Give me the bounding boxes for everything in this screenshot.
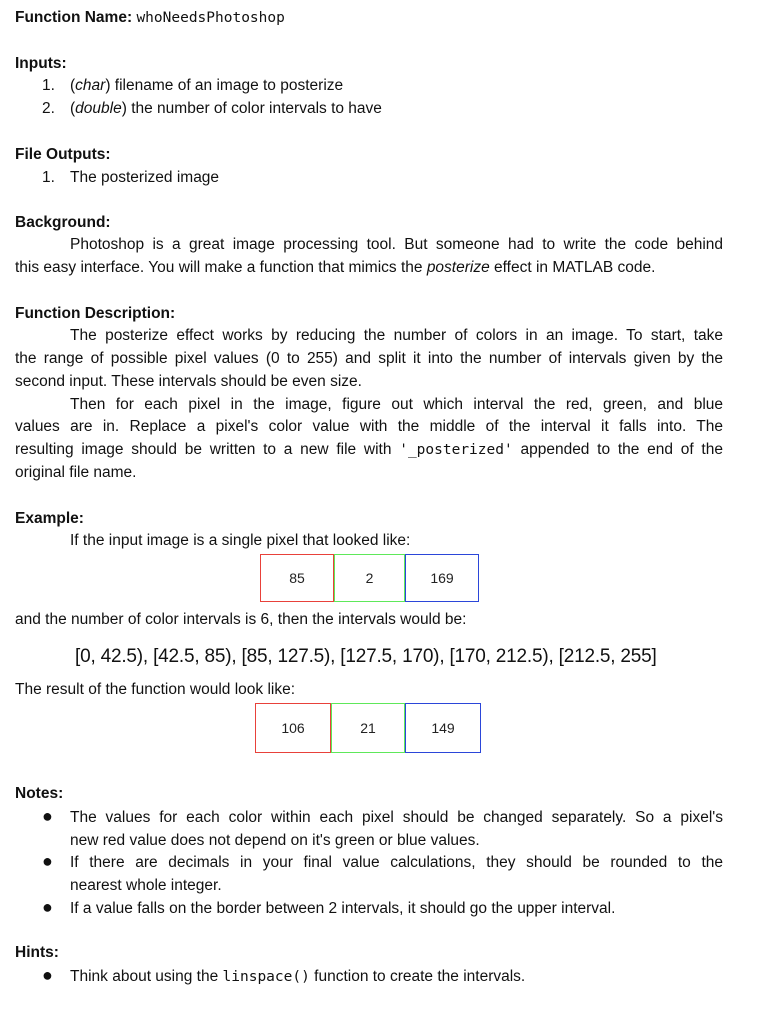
list-number: 1. xyxy=(42,169,55,186)
function-name-label: Function Name: xyxy=(15,9,133,26)
input-description: the number of color intervals to have xyxy=(126,100,382,117)
example-intro: If the input image is a single pixel that looked like: xyxy=(70,532,411,549)
bullet-icon: ● xyxy=(42,806,53,826)
output-pixel-green: 21 xyxy=(331,703,405,753)
bullet-icon: ● xyxy=(42,965,53,985)
output-pixel-blue: 149 xyxy=(405,703,481,753)
input-pixel xyxy=(260,554,479,602)
inputs-item-2 xyxy=(15,99,723,119)
output-pixel-red: 106 xyxy=(255,703,331,753)
example-heading: Example: xyxy=(15,510,84,527)
hint-text-part: Think about using the xyxy=(70,968,223,985)
inputs-item-1 xyxy=(15,76,723,96)
input-description: filename of an image to posterize xyxy=(110,77,344,94)
background-heading: Background: xyxy=(15,214,111,231)
description-p2-line-1: Then for each pixel in the image, figure out which interval the red, green, and blue xyxy=(70,396,723,413)
description-p1-line-3: second input. These intervals should be even size. xyxy=(15,373,362,390)
inputs-heading: Inputs: xyxy=(15,55,67,72)
description-p1-line-1: The posterize effect works by reducing the number of colors in an image. To start, take xyxy=(70,327,723,344)
note-text xyxy=(70,806,723,852)
linspace-code: linspace() xyxy=(222,969,310,985)
function-name-line xyxy=(15,8,285,28)
note-line: new red value does not depend on it's green or blue values. xyxy=(70,832,480,849)
hint-text-part: function to create the intervals. xyxy=(309,968,526,985)
hint-text xyxy=(70,965,723,989)
background-italic: posterize xyxy=(426,259,490,276)
input-type: char xyxy=(75,77,106,94)
list-item-text: (double) the number of color intervals to have xyxy=(70,100,382,117)
description-p2-line-3 xyxy=(15,440,723,460)
description-text: resulting image should be written to a new file with xyxy=(15,441,400,458)
function-name-value: whoNeedsPhotoshop xyxy=(136,10,285,26)
file-outputs-heading: File Outputs: xyxy=(15,146,111,163)
description-p2-line-4: original file name. xyxy=(15,464,137,481)
note-line: The values for each color within each pixel should be changed separately. So a pixel's xyxy=(70,809,723,826)
background-text: this easy interface. You will make a function that mimics the xyxy=(15,259,427,276)
description-text: appended to the end of the xyxy=(512,441,723,458)
background-line-2 xyxy=(15,258,655,278)
list-number: 1. xyxy=(42,77,55,94)
description-p1-line-2: the range of possible pixel values (0 to 255) and split it into the number of intervals given by the xyxy=(15,350,723,367)
background-line-1: Photoshop is a great image processing tool. But someone had to write the code behind xyxy=(70,236,723,253)
hints-heading: Hints: xyxy=(15,944,59,961)
input-type: double xyxy=(75,100,122,117)
list-item-text: (char) filename of an image to posterize xyxy=(70,77,344,94)
list-item-text: The posterized image xyxy=(70,169,220,186)
note-line: If a value falls on the border between 2 intervals, it should go the upper interval. xyxy=(70,900,616,917)
note-text xyxy=(70,897,723,920)
input-pixel-blue: 169 xyxy=(405,554,479,602)
note-line: nearest whole integer. xyxy=(70,877,222,894)
input-pixel-red: 85 xyxy=(260,554,334,602)
note-text xyxy=(70,851,723,897)
input-pixel-green: 2 xyxy=(334,554,405,602)
hint-line xyxy=(70,965,723,989)
intervals-list: [0, 42.5), [42.5, 85), [85, 127.5), [127.5, 170), [170, 212.5), [212.5, 255] xyxy=(75,646,657,667)
bullet-icon: ● xyxy=(42,897,53,917)
description-p2-line-2: values are in. Replace a pixel's color value with the middle of the interval it falls into. The xyxy=(15,418,723,435)
function-description-heading: Function Description: xyxy=(15,305,176,322)
list-number: 2. xyxy=(42,100,55,117)
intervals-intro: and the number of color intervals is 6, then the intervals would be: xyxy=(15,611,467,628)
bullet-icon: ● xyxy=(42,851,53,871)
note-line: If there are decimals in your final value calculations, they should be rounded to the xyxy=(70,854,723,871)
file-outputs-item-1 xyxy=(15,168,723,188)
notes-heading: Notes: xyxy=(15,785,64,802)
output-pixel xyxy=(255,703,481,753)
posterized-suffix-code: '_posterized' xyxy=(399,442,513,458)
result-intro: The result of the function would look like: xyxy=(15,681,296,698)
background-text: effect in MATLAB code. xyxy=(489,259,656,276)
